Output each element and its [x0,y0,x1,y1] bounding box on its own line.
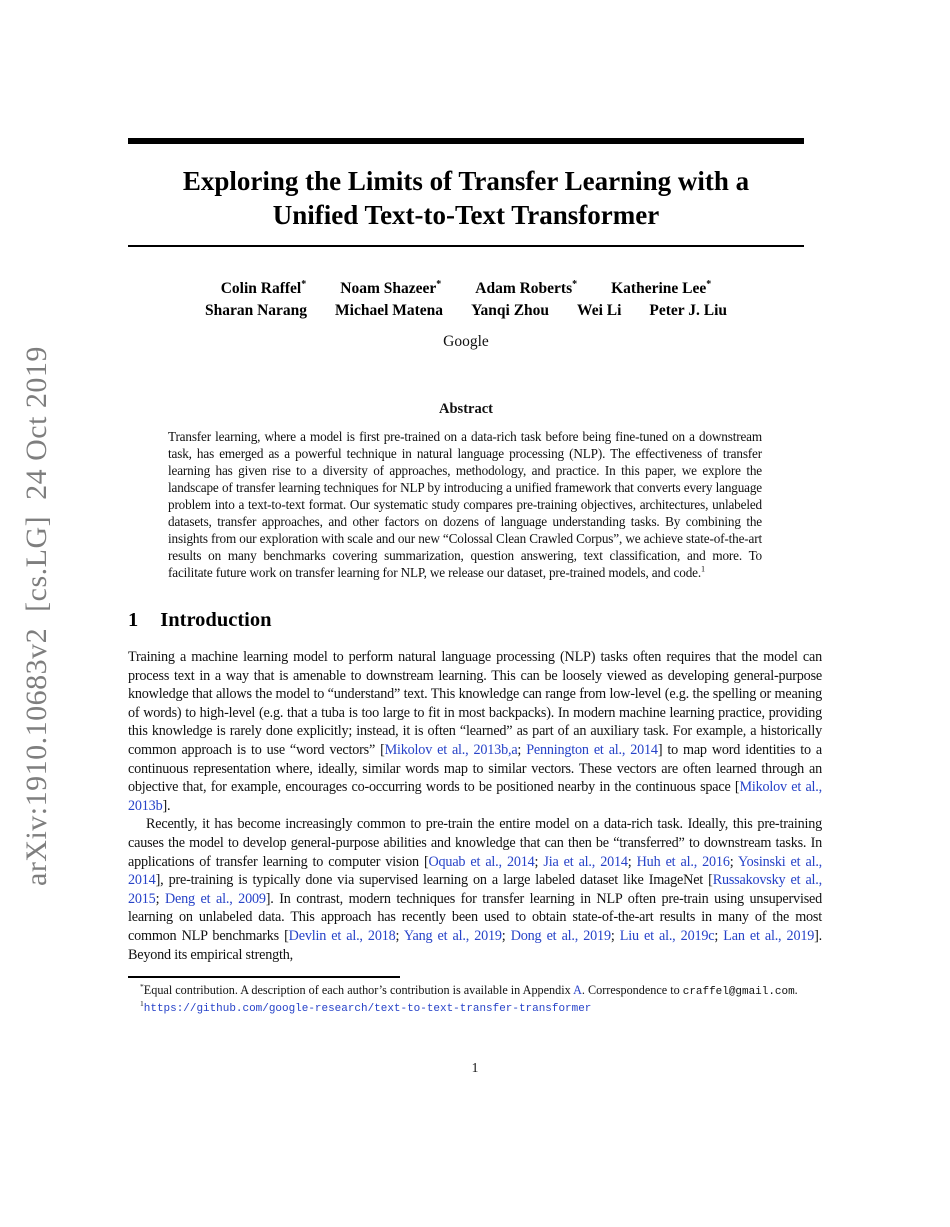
text-segment: Equal contribution. A description of each author’s contribution is available in Appendix [143,982,574,997]
citation-link[interactable]: Lan et al., 2019 [723,927,815,944]
citation-link[interactable]: Oquab et al., 2014 [428,853,535,870]
footnotes [128,983,822,1018]
citation-link[interactable]: Dong et al., 2019 [510,927,611,944]
correspondence-email: craffel@gmail.com [682,985,795,998]
footnote-equal-contribution [128,983,822,1001]
section-number: 1 [128,609,139,631]
text-segment: Training a machine learning model to perform natural language processing (NLP) tasks often requires that the model can process text in a way that is amenable to downstream learning. This can be loosely viewed as developing general-purpose knowledge that allows the model to “understand” text. This knowledge can range from low-level (e.g. the spelling or meaning of words) to high-level (e.g. that a tuba is too large to fit in most backpacks). In modern machine learning practice, providing this knowledge is rarely done explicitly; instead, it is often “learned” as part of an auxiliary task. For example, a historically common approach is to use “word vectors” [ [128,649,822,758]
footnote-url-link[interactable]: https://github.com/google-research/text-to-text-transfer-transformer [143,1003,592,1016]
footnote-rule [128,976,400,978]
title-line-2: Unified Text-to-Text Transformer [272,200,660,230]
title-block [128,138,804,581]
author-name: Sharan Narang [204,302,308,319]
section-heading-introduction [128,609,822,632]
text-segment: ; [395,927,404,944]
abstract-text [168,428,762,581]
text-segment: ]. In contrast, modern techniques for transfer learning in NLP often pre-train using unsupervised learning on unlabeled data. This approach has recently been used to obtain state-of-the-art results in many of the most common NLP benchmarks [ [128,890,823,944]
intro-paragraph-2 [128,815,822,964]
footnote-marker: 1 [701,564,705,574]
paper-title [128,164,804,232]
author-row-1 [128,278,804,300]
author-name: Michael Matena [335,302,444,319]
arxiv-watermark: arXiv:1910.10683v2 [cs.LG] 24 Oct 2019 [20,346,53,886]
text-segment: Recently, it has become increasingly common to pre-train the entire model on a data-rich task. Ideally, this pre-training causes the model to develop general-purpose abilities and knowledge that can then be “transferred” to downstream tasks. In applications of transfer learning to computer vision [ [128,816,822,870]
text-segment: ; [610,927,620,944]
citation-link[interactable]: Devlin et al., 2018 [288,927,396,944]
equal-contribution-marker: * [706,278,712,290]
text-segment: . Correspondence to [581,982,683,997]
abstract-heading: Abstract [439,401,493,417]
text-segment: Transfer learning, where a model is first pre-trained on a data-rich task before being fine-tuned on a downstream task, has emerged as a powerful technique in natural language processing (NLP). The effectiveness of transfer learning has given rise to a diversity of approaches, methodology, and practice. In this paper, we explore the landscape of transfer learning techniques for NLP by introducing a unified framework that converts every language problem into a text-to-text format. Our systematic study compares pre-training objectives, architectures, unlabeled datasets, transfer approaches, and other factors on dozens of language understanding tasks. By combining the insights from our exploration with scale and our new “Colossal Clean Crawled Corpus”, we achieve state-of-the-art results on many benchmarks covering summarization, question answering, text classification, and more. To facilitate future work on transfer learning for NLP, we release our dataset, pre-trained models, and code. [168,429,762,580]
citation-link[interactable]: Liu et al., 2019c [619,927,715,944]
text-segment: ; [714,927,724,944]
appendix-link[interactable]: A [573,982,582,997]
text-segment: . [794,982,798,997]
text-segment: ; [155,890,165,907]
footnote-marker: * [140,981,144,991]
equal-contribution-marker: * [301,278,307,290]
text-segment: ; [534,853,544,870]
section-title: Introduction [160,609,272,631]
citation-link[interactable]: Deng et al., 2009 [164,890,266,907]
author-name: Noam Shazeer* [340,278,442,297]
page-number: 1 [471,1059,479,1075]
text-segment: ; [627,853,637,870]
author-name: Yanqi Zhou [471,302,550,319]
author-name: Peter J. Liu [649,302,728,319]
text-segment: ; [729,853,739,870]
citation-link[interactable]: Yang et al., 2019 [403,927,502,944]
author-name: Colin Raffel* [220,278,307,297]
title-line-1: Exploring the Limits of Transfer Learning with a [182,166,750,196]
author-name: Wei Li [577,302,622,319]
author-block [128,278,804,322]
citation-link[interactable]: Pennington et al., 2014 [526,741,658,758]
citation-link[interactable]: Jia et al., 2014 [543,853,628,870]
citation-link[interactable]: Huh et al., 2016 [636,853,730,870]
title-rule-top [128,138,804,144]
intro-paragraph-1 [128,648,822,815]
text-segment: ; [517,741,527,758]
text-segment: ] to map word identities to a continuous representation where, ideally, similar words map to similar vectors. These vectors are often learned through an objective that, for example, encourages co-occurring words to be positioned nearby in the continuous space [ [128,741,822,796]
text-segment: ], pre-training is typically done via supervised learning on a large labeled dataset like ImageNet [ [155,872,713,889]
footnote-marker: 1 [140,999,144,1009]
citation-link[interactable]: Yosinski et al., 2014 [128,853,823,889]
citation-link[interactable]: Russakovsky et al., 2015 [128,872,822,907]
author-row-2 [128,300,804,322]
affiliation: Google [443,333,489,350]
title-rule-bottom [128,245,804,247]
equal-contribution-marker: * [572,278,578,290]
equal-contribution-marker: * [436,278,442,290]
author-name: Adam Roberts* [475,278,578,297]
footnote-code-url [128,1000,822,1018]
text-segment: ]. [162,797,171,814]
paper-content [128,0,822,1076]
author-name: Katherine Lee* [611,278,712,297]
text-segment: ]. Beyond its empirical strength, [128,927,823,963]
citation-link[interactable]: Mikolov et al., 2013b,a [384,741,518,758]
citation-link[interactable]: Mikolov et al., 2013b [128,779,822,814]
text-segment: ; [501,927,511,944]
